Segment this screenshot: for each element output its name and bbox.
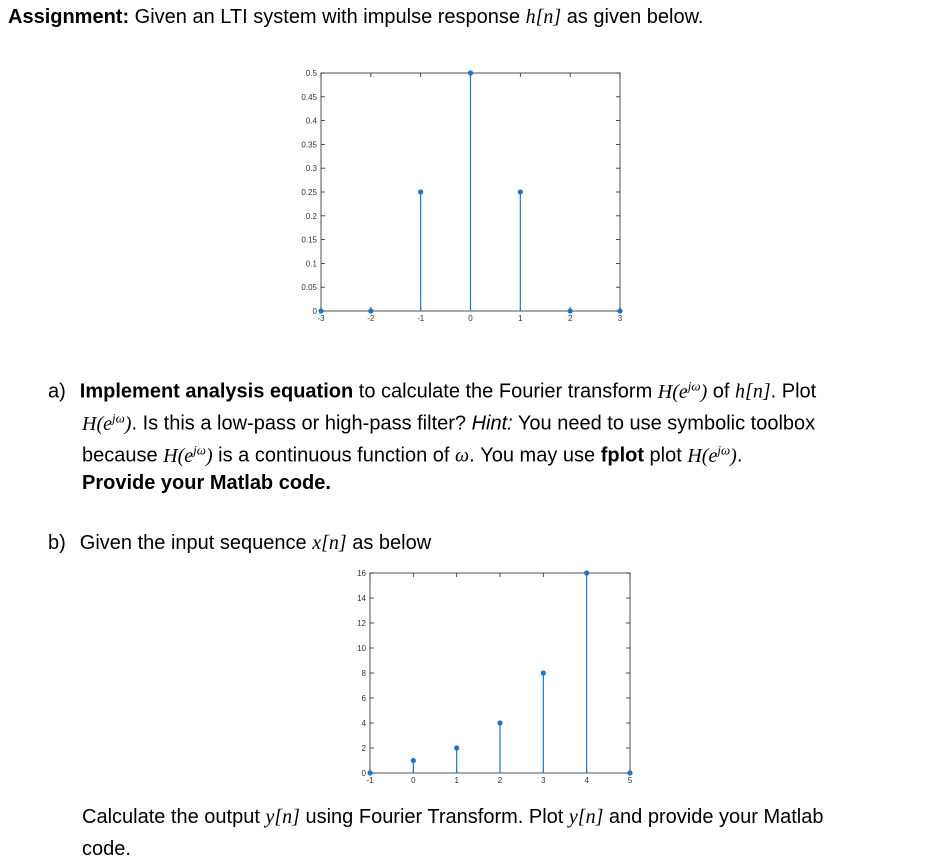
stem-marker (418, 189, 423, 194)
y-tick-label: 0.5 (305, 69, 317, 78)
stem-marker (497, 720, 502, 725)
assignment-label: Assignment: (8, 6, 130, 28)
stem-marker (518, 189, 523, 194)
y-tick-label: 0.4 (305, 116, 317, 126)
y-tick-label: 0.1 (305, 259, 317, 269)
x-tick-label: 1 (518, 314, 523, 323)
y-tick-label: 0 (361, 769, 366, 778)
x-tick-label: 3 (541, 776, 546, 785)
part-a-marker: a) (48, 380, 66, 403)
part-b-marker: b) (48, 532, 66, 554)
x-tick-label: 4 (584, 776, 589, 785)
stem-marker (568, 308, 573, 313)
x-tick-label: 0 (468, 314, 473, 323)
part-a-line-2: $H(e^{j\omega})$. Is this a low-pass or high-pass filter? Hint: You need to use symbolic toolbox (82, 410, 816, 435)
part-b-line-2: Calculate the output y[n] using Fourier Transform. Plot y[n] and provide your Matlab (82, 806, 824, 828)
part-b-line-1: b) Given the input sequence x[n] as below (48, 532, 432, 554)
x-tick-label: 0 (411, 776, 416, 785)
part-b-line-3: code. (82, 838, 131, 860)
part-a-line-3: because $H(e^{j\omega})$ is a continuous function of ω. You may use fplot plot $H(e^{j\omega})$. (82, 442, 743, 467)
part-a-line-4: Provide your Matlab code. (82, 472, 331, 494)
input-sequence-stem-plot (340, 563, 650, 793)
stem-marker (411, 758, 416, 763)
y-tick-label: 12 (357, 619, 366, 628)
x-tick-label: 1 (454, 776, 459, 785)
x-tick-label: 2 (497, 776, 503, 785)
assignment-header: Assignment: Given an LTI system with impulse response h[n] as given below. (8, 6, 704, 28)
y-tick-label: 0.3 (305, 164, 317, 174)
y-tick-label: 16 (357, 569, 366, 578)
stem-marker (368, 308, 373, 313)
y-tick-label: 8 (361, 669, 366, 678)
stem-marker (617, 308, 622, 313)
stem-marker (541, 670, 546, 675)
x-tick-label: -2 (367, 314, 375, 323)
y-tick-label: 4 (361, 719, 366, 728)
stem-marker (454, 745, 459, 750)
y-tick-label: 6 (361, 694, 366, 703)
y-tick-label: 10 (357, 644, 366, 653)
y-tick-label: 2 (361, 744, 366, 753)
stem-marker (318, 308, 323, 313)
stem-marker (468, 70, 473, 75)
y-tick-label: 0.05 (301, 283, 317, 293)
y-tick-label: 0.15 (301, 235, 317, 245)
y-tick-label: 0.2 (305, 211, 317, 221)
x-tick-label: -1 (366, 776, 374, 785)
x-tick-label: -3 (317, 314, 325, 323)
y-tick-label: 0 (312, 307, 317, 316)
x-tick-label: 2 (567, 314, 573, 323)
part-a-line-1: a) Implement analysis equation to calculate the Fourier transform $H(e^{j\omega})$ of h[n]. Plot (48, 378, 817, 403)
x-tick-label: 3 (617, 314, 623, 323)
x-tick-label: 5 (627, 776, 633, 785)
stem-marker (367, 770, 372, 775)
stem-marker (584, 570, 589, 575)
y-tick-label: 0.35 (301, 140, 317, 150)
y-tick-label: 0.45 (301, 92, 317, 102)
x-tick-label: -1 (417, 314, 425, 323)
impulse-response-stem-plot (280, 64, 640, 334)
stem-marker (627, 770, 632, 775)
y-tick-label: 0.25 (301, 188, 317, 197)
y-tick-label: 14 (357, 594, 366, 603)
